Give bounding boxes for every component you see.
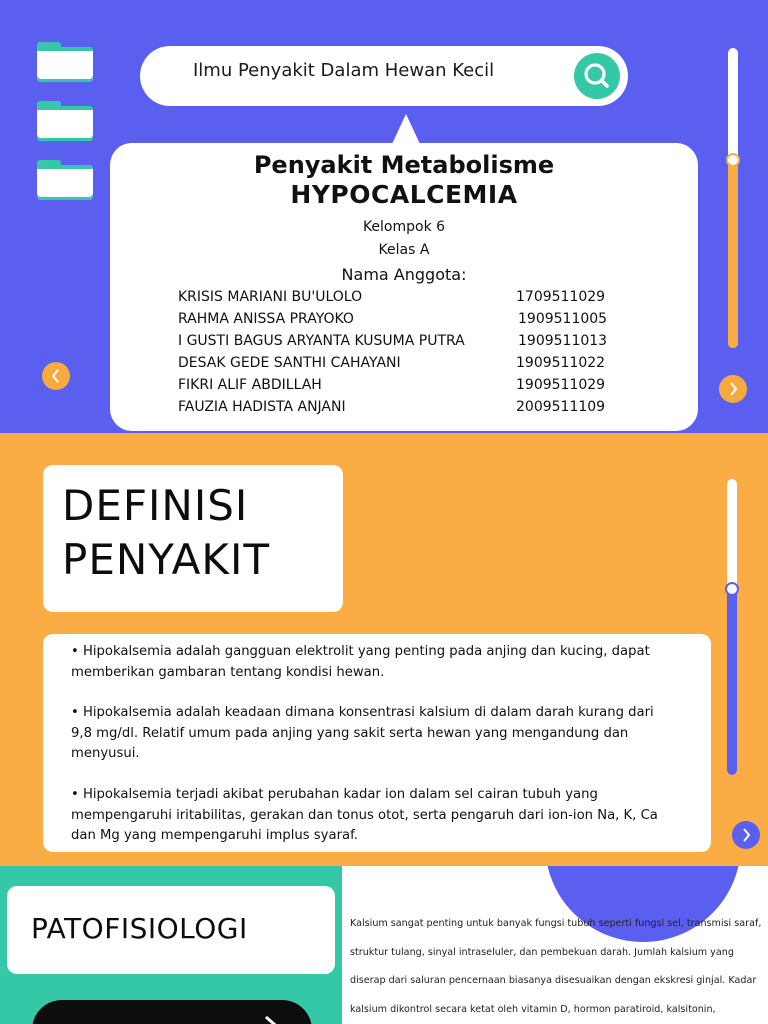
definisi-body-card	[43, 634, 711, 852]
definisi-title-card	[43, 465, 343, 612]
member-row	[178, 311, 678, 333]
search-button[interactable]	[574, 53, 620, 99]
speech-notch	[392, 114, 420, 144]
card-title-line1: Penyakit Metabolisme	[253, 151, 555, 179]
chevron-right-icon	[727, 382, 739, 396]
patofisiologi-title-card	[7, 886, 335, 974]
next-button[interactable]	[732, 821, 760, 849]
member-id: 1909511005	[518, 311, 608, 327]
member-name: I GUSTI BAGUS ARYANTA KUSUMA PUTRA	[178, 333, 465, 349]
left-panel	[0, 866, 342, 1024]
chevron-left-icon	[50, 369, 62, 383]
kelompok-text: Kelompok 6	[362, 219, 446, 235]
definisi-paragraph: • Hipokalsemia terjadi akibat perubahan kadar ion dalam sel cairan tubuh yang mempengaruhi iritabilitas, gerakan dan tonus otot, serta pengaruh dari ion-ion Na, K, Ca dan Mg yang mempengaruhi implus syaraf.	[71, 787, 658, 843]
member-row	[178, 333, 678, 355]
definisi-title-line2: PENYAKIT	[62, 535, 270, 584]
slide-patofisiologi	[0, 866, 768, 1024]
prev-button[interactable]	[42, 362, 70, 390]
member-row	[178, 377, 678, 399]
member-row	[178, 355, 678, 377]
search-icon	[574, 53, 620, 99]
member-name: FIKRI ALIF ABDILLAH	[178, 377, 322, 393]
scrollbar-thumb[interactable]	[725, 582, 739, 596]
member-id: 2009511109	[516, 399, 606, 415]
member-name: FAUZIA HADISTA ANJANI	[178, 399, 346, 415]
member-name: RAHMA ANISSA PRAYOKO	[178, 311, 354, 327]
scrollbar-fill	[727, 587, 737, 775]
anggota-label: Nama Anggota:	[341, 265, 467, 284]
definisi-paragraph: • Hipokalsemia adalah gangguan elektrolit yang penting pada anjing dan kucing, dapat memberikan gambaran tentang kondisi hewan.	[71, 644, 650, 680]
member-name: KRISIS MARIANI BU'ULOLO	[178, 289, 363, 305]
definisi-title	[62, 479, 270, 587]
patofisiologi-body: Kalsium sangat penting untuk banyak fungsi tubuh seperti fungsi sel, transmisi saraf, struktur tulang, sinyal intraseluler, dan pembekuan darah. Jumlah kalsium yang diserap dari saluran pencernaan biasanya disesuaikan dengan ekskresi ginjal. Kadar kalsium dikontrol secara ketat oleh vitamin D, hormon paratiroid, kalsitonin,	[350, 918, 762, 1015]
dark-pill-button[interactable]	[32, 1000, 312, 1024]
member-id: 1909511029	[516, 377, 606, 393]
folder-icon[interactable]	[37, 160, 93, 200]
next-button[interactable]	[719, 375, 747, 403]
member-name: DESAK GEDE SANTHI CAHAYANI	[178, 355, 401, 371]
definisi-paragraph: • Hipokalsemia adalah keadaan dimana konsentrasi kalsium di dalam darah kurang dari 9,8 mg/dl. Relatif umum pada anjing yang sakit serta hewan yang mengandung dan menyusui.	[71, 705, 654, 761]
definisi-title-line1: DEFINISI	[62, 481, 249, 530]
kelas-text: Kelas A	[378, 242, 430, 258]
scrollbar[interactable]	[727, 479, 737, 775]
chevron-right-icon	[260, 1014, 280, 1024]
slide-title	[0, 0, 768, 433]
scrollbar-thumb[interactable]	[726, 153, 740, 167]
scrollbar[interactable]	[728, 48, 738, 348]
card-title-line2: HYPOCALCEMIA	[290, 180, 518, 209]
member-id: 1909511013	[518, 333, 608, 349]
member-row	[178, 289, 678, 311]
search-text: Ilmu Penyakit Dalam Hewan Kecil	[193, 60, 495, 81]
member-id: 1909511022	[516, 355, 606, 371]
folder-icon[interactable]	[37, 101, 93, 141]
scrollbar-fill	[728, 158, 738, 348]
slide-definisi	[0, 433, 768, 866]
patofisiologi-title: PATOFISIOLOGI	[31, 912, 248, 945]
member-id: 1709511029	[516, 289, 606, 305]
member-row	[178, 399, 678, 421]
chevron-right-icon	[740, 828, 752, 842]
search-bar[interactable]	[140, 46, 628, 106]
folder-icon[interactable]	[37, 42, 93, 82]
title-card	[110, 143, 698, 431]
